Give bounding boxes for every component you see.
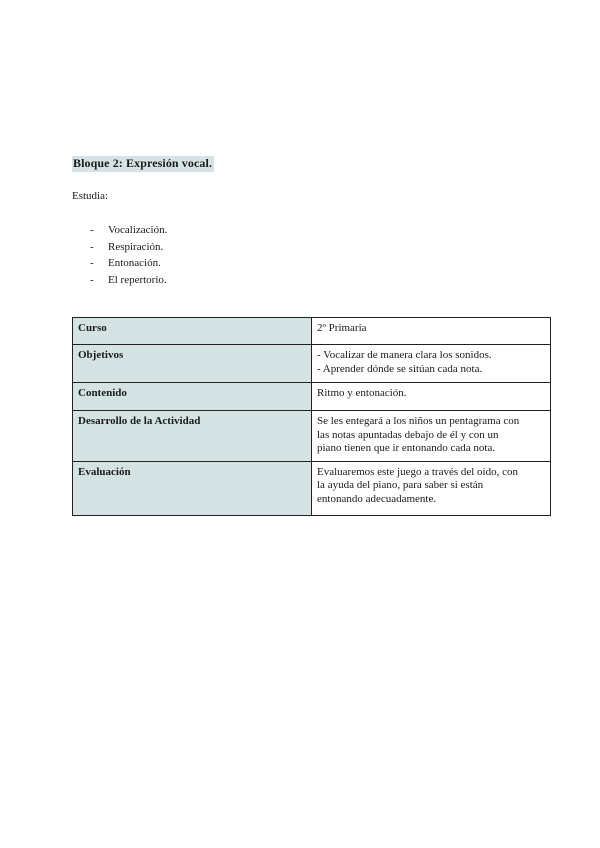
- list-item: [90, 255, 167, 272]
- list-marker: -: [90, 257, 94, 269]
- row-value: [312, 411, 551, 462]
- value-line: las notas apuntadas debajo de él y con un: [317, 428, 499, 441]
- list-item: [90, 272, 167, 289]
- table-row: [73, 383, 551, 411]
- value-line: entonando adecuadamente.: [317, 492, 437, 505]
- list-item-text: Vocalización.: [108, 224, 168, 236]
- study-list: [90, 222, 167, 288]
- list-item: [90, 239, 167, 256]
- row-label: Desarrollo de la Actividad: [73, 411, 312, 462]
- activity-table: [72, 317, 551, 516]
- list-marker: -: [90, 273, 94, 286]
- row-value: [312, 345, 551, 383]
- table-row: [73, 461, 551, 515]
- table-row: [73, 345, 551, 383]
- intro-text: Estudia:: [72, 190, 109, 202]
- table-row: [73, 318, 551, 345]
- row-label: Curso: [73, 318, 312, 345]
- row-value: [312, 383, 551, 411]
- list-item: [90, 222, 167, 239]
- row-label: Contenido: [73, 383, 312, 411]
- value-line: Evaluaremos este juego a través del oído, con: [317, 465, 518, 478]
- list-marker: -: [90, 224, 94, 236]
- value-line: - Aprender dónde se sitúan cada nota.: [317, 362, 483, 375]
- list-marker: -: [90, 240, 94, 253]
- row-value: [312, 318, 551, 345]
- value-line: Se les entegará a los niños un pentagrama con: [317, 415, 520, 427]
- value-line: piano tienen que ir entonando cada nota.: [317, 442, 496, 454]
- row-label: Objetivos: [73, 345, 312, 383]
- value-line: Ritmo y entonación.: [317, 387, 407, 399]
- value-line: - Vocalizar de manera clara los sonidos.: [317, 349, 492, 361]
- list-item-text: Respiración.: [108, 240, 164, 253]
- list-item-text: Entonación.: [108, 257, 161, 269]
- value-line: la ayuda del piano, para saber si están: [317, 479, 484, 491]
- list-item-text: El repertorio.: [108, 273, 167, 286]
- row-label: Evaluación: [73, 461, 312, 515]
- section-heading: Bloque 2: Expresión vocal.: [73, 156, 213, 170]
- row-value: [312, 461, 551, 515]
- table-row: [73, 411, 551, 462]
- value-line: 2º Primaria: [317, 322, 367, 334]
